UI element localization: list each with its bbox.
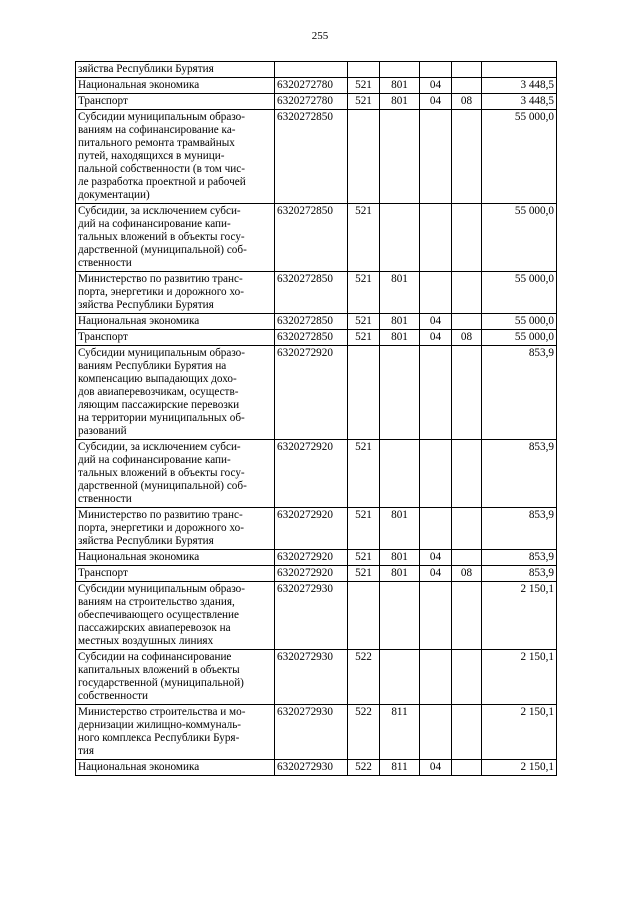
- administrator-code-cell: [380, 582, 420, 650]
- administrator-code-cell: 801: [380, 566, 420, 582]
- table-row: [76, 314, 557, 330]
- item-name-cell: Субсидии муниципальным образо- ваниям на софинансирование ка- питального ремонта трамвайных путей, находящихся в муници- пальной собственности (в том чис- ле разработка проектной и рабочей документации): [76, 110, 275, 204]
- table-row: [76, 62, 557, 78]
- item-name-cell: Национальная экономика: [76, 314, 275, 330]
- table-row: [76, 760, 557, 776]
- section-cell: [420, 204, 452, 272]
- expense-type-cell: 521: [348, 314, 380, 330]
- subsection-cell: [452, 440, 482, 508]
- subsection-cell: [452, 346, 482, 440]
- amount-cell: 853,9: [482, 566, 557, 582]
- target-article-cell: 6320272850: [275, 330, 348, 346]
- expense-type-cell: 522: [348, 650, 380, 705]
- target-article-cell: 6320272920: [275, 346, 348, 440]
- table-row: [76, 508, 557, 550]
- subsection-cell: [452, 705, 482, 760]
- section-cell: [420, 705, 452, 760]
- section-cell: 04: [420, 78, 452, 94]
- administrator-code-cell: 811: [380, 705, 420, 760]
- table-row: [76, 650, 557, 705]
- expense-type-cell: [348, 582, 380, 650]
- table-row: [76, 566, 557, 582]
- table-row: [76, 272, 557, 314]
- subsection-cell: [452, 62, 482, 78]
- administrator-code-cell: 801: [380, 94, 420, 110]
- subsection-cell: [452, 760, 482, 776]
- subsection-cell: [452, 110, 482, 204]
- subsection-cell: [452, 204, 482, 272]
- item-name-cell: Транспорт: [76, 566, 275, 582]
- item-name-cell: Транспорт: [76, 330, 275, 346]
- expense-type-cell: 522: [348, 760, 380, 776]
- administrator-code-cell: [380, 440, 420, 508]
- expense-type-cell: 521: [348, 508, 380, 550]
- target-article-cell: 6320272930: [275, 760, 348, 776]
- section-cell: 04: [420, 330, 452, 346]
- table-row: [76, 582, 557, 650]
- target-article-cell: 6320272850: [275, 110, 348, 204]
- item-name-cell: Национальная экономика: [76, 550, 275, 566]
- expense-type-cell: 521: [348, 550, 380, 566]
- expense-type-cell: 522: [348, 705, 380, 760]
- item-name-cell: Национальная экономика: [76, 78, 275, 94]
- section-cell: [420, 62, 452, 78]
- target-article-cell: [275, 62, 348, 78]
- item-name-cell: Субсидии муниципальным образо- ваниям Республики Бурятия на компенсацию выпадающих дохо- дов авиаперевозчикам, осуществ- ляющим пассажирские перевозки на территории муниципальных об- разований: [76, 346, 275, 440]
- target-article-cell: 6320272780: [275, 94, 348, 110]
- expense-type-cell: 521: [348, 204, 380, 272]
- administrator-code-cell: 801: [380, 78, 420, 94]
- expense-type-cell: 521: [348, 78, 380, 94]
- section-cell: 04: [420, 550, 452, 566]
- table-row: [76, 204, 557, 272]
- target-article-cell: 6320272920: [275, 566, 348, 582]
- amount-cell: 2 150,1: [482, 582, 557, 650]
- table-row: [76, 78, 557, 94]
- item-name-cell: Субсидии на софинансирование капитальных вложений в объекты государственной (муниципальной) собственности: [76, 650, 275, 705]
- subsection-cell: [452, 314, 482, 330]
- expense-type-cell: 521: [348, 330, 380, 346]
- item-name-cell: Министерство строительства и мо- дернизации жилищно-коммуналь- ного комплекса Республики Буря- тия: [76, 705, 275, 760]
- section-cell: 04: [420, 314, 452, 330]
- table-row: [76, 346, 557, 440]
- expense-type-cell: [348, 110, 380, 204]
- item-name-cell: Субсидии, за исключением субси- дий на софинансирование капи- тальных вложений в объекты госу- дарственной (муниципальной) соб- ственности: [76, 440, 275, 508]
- section-cell: [420, 440, 452, 508]
- subsection-cell: [452, 550, 482, 566]
- item-name-cell: Министерство по развитию транс- порта, энергетики и дорожного хо- зяйства Республики Бурятия: [76, 508, 275, 550]
- subsection-cell: [452, 650, 482, 705]
- target-article-cell: 6320272920: [275, 550, 348, 566]
- item-name-cell: Транспорт: [76, 94, 275, 110]
- administrator-code-cell: 801: [380, 508, 420, 550]
- section-cell: [420, 110, 452, 204]
- subsection-cell: [452, 582, 482, 650]
- amount-cell: 853,9: [482, 346, 557, 440]
- target-article-cell: 6320272930: [275, 650, 348, 705]
- target-article-cell: 6320272850: [275, 314, 348, 330]
- administrator-code-cell: [380, 62, 420, 78]
- section-cell: [420, 582, 452, 650]
- administrator-code-cell: 801: [380, 330, 420, 346]
- administrator-code-cell: 801: [380, 272, 420, 314]
- amount-cell: [482, 62, 557, 78]
- target-article-cell: 6320272920: [275, 508, 348, 550]
- table-row: [76, 330, 557, 346]
- expense-type-cell: 521: [348, 566, 380, 582]
- amount-cell: 55 000,0: [482, 204, 557, 272]
- target-article-cell: 6320272920: [275, 440, 348, 508]
- expense-type-cell: [348, 62, 380, 78]
- target-article-cell: 6320272850: [275, 272, 348, 314]
- section-cell: 04: [420, 94, 452, 110]
- subsection-cell: [452, 272, 482, 314]
- administrator-code-cell: 801: [380, 550, 420, 566]
- administrator-code-cell: 801: [380, 314, 420, 330]
- amount-cell: 853,9: [482, 508, 557, 550]
- amount-cell: 853,9: [482, 550, 557, 566]
- administrator-code-cell: [380, 110, 420, 204]
- administrator-code-cell: [380, 204, 420, 272]
- amount-cell: 55 000,0: [482, 330, 557, 346]
- target-article-cell: 6320272850: [275, 204, 348, 272]
- expense-type-cell: 521: [348, 94, 380, 110]
- subsection-cell: 08: [452, 566, 482, 582]
- section-cell: [420, 650, 452, 705]
- amount-cell: 2 150,1: [482, 705, 557, 760]
- amount-cell: 55 000,0: [482, 314, 557, 330]
- section-cell: 04: [420, 566, 452, 582]
- table-row: [76, 550, 557, 566]
- section-cell: [420, 272, 452, 314]
- amount-cell: 2 150,1: [482, 650, 557, 705]
- subsection-cell: 08: [452, 330, 482, 346]
- expense-type-cell: 521: [348, 272, 380, 314]
- amount-cell: 2 150,1: [482, 760, 557, 776]
- table-row: [76, 440, 557, 508]
- target-article-cell: 6320272930: [275, 705, 348, 760]
- target-article-cell: 6320272930: [275, 582, 348, 650]
- subsection-cell: [452, 78, 482, 94]
- table-row: [76, 110, 557, 204]
- page-number: 255: [311, 30, 329, 42]
- section-cell: [420, 346, 452, 440]
- administrator-code-cell: [380, 346, 420, 440]
- amount-cell: 853,9: [482, 440, 557, 508]
- expense-type-cell: [348, 346, 380, 440]
- budget-table: [75, 61, 557, 776]
- amount-cell: 55 000,0: [482, 110, 557, 204]
- amount-cell: 3 448,5: [482, 78, 557, 94]
- section-cell: [420, 508, 452, 550]
- item-name-cell: Субсидии муниципальным образо- ваниям на строительство здания, обеспечивающего осуществление пассажирских авиаперевозок на местных воздушных линиях: [76, 582, 275, 650]
- item-name-cell: Субсидии, за исключением субси- дий на софинансирование капи- тальных вложений в объекты госу- дарственной (муниципальной) соб- ственности: [76, 204, 275, 272]
- amount-cell: 55 000,0: [482, 272, 557, 314]
- subsection-cell: 08: [452, 94, 482, 110]
- subsection-cell: [452, 508, 482, 550]
- item-name-cell: зяйства Республики Бурятия: [76, 62, 275, 78]
- table-row: [76, 94, 557, 110]
- expense-type-cell: 521: [348, 440, 380, 508]
- target-article-cell: 6320272780: [275, 78, 348, 94]
- section-cell: 04: [420, 760, 452, 776]
- administrator-code-cell: 811: [380, 760, 420, 776]
- item-name-cell: Министерство по развитию транс- порта, энергетики и дорожного хо- зяйства Республики Бурятия: [76, 272, 275, 314]
- amount-cell: 3 448,5: [482, 94, 557, 110]
- item-name-cell: Национальная экономика: [76, 760, 275, 776]
- table-row: [76, 705, 557, 760]
- administrator-code-cell: [380, 650, 420, 705]
